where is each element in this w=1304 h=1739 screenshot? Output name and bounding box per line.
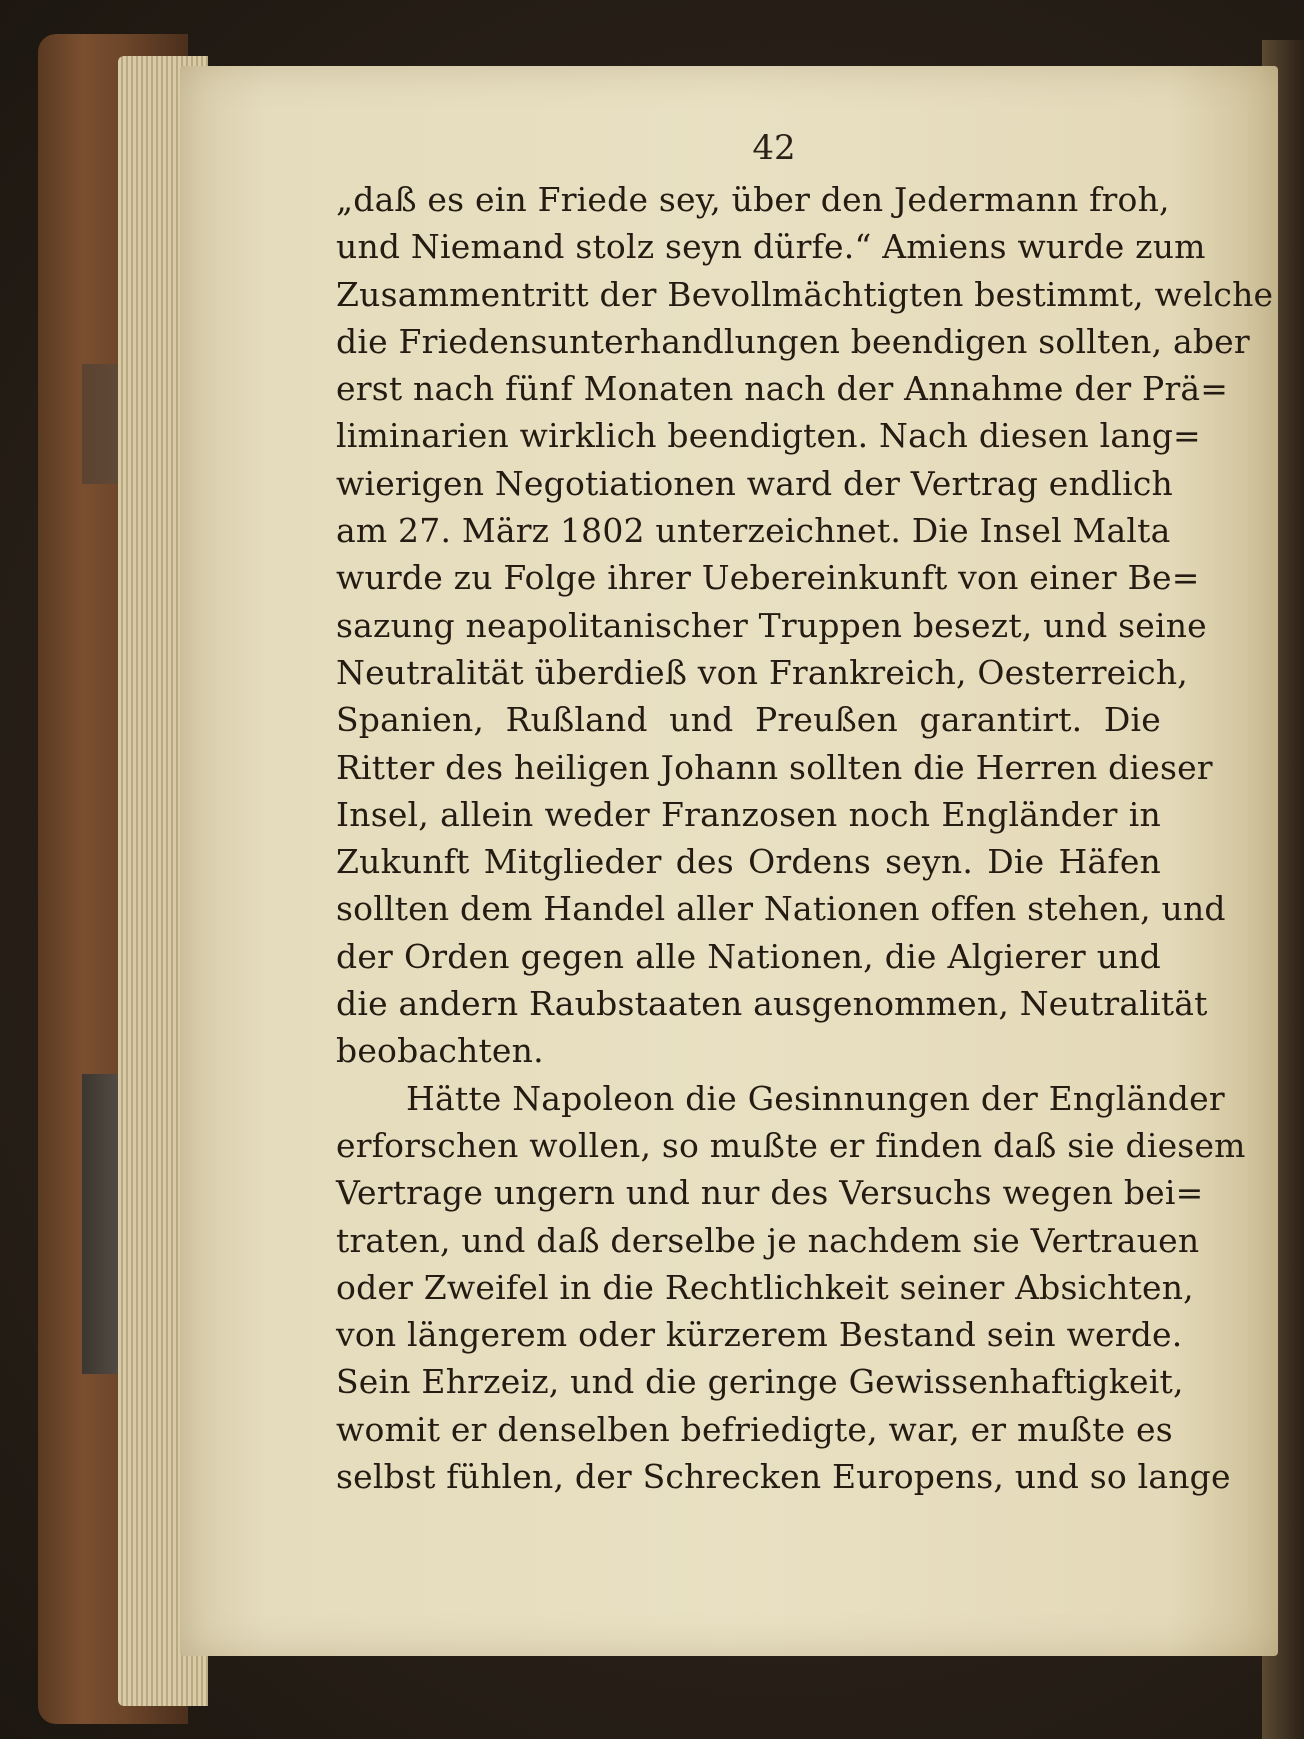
text-line: und Niemand stolz seyn dürfe.“ Amiens wurde zum [336, 227, 1206, 267]
text-line: beobachten. [336, 1031, 544, 1071]
text-line: Sein Ehrzeiz, und die geringe Gewissenhaftigkeit, [336, 1362, 1184, 1402]
text-line: Spanien, Rußland und Preußen garantirt. Die [336, 700, 1161, 740]
text-line: selbst fühlen, der Schrecken Europens, und so lange [336, 1457, 1231, 1497]
page-number: 42 [752, 128, 796, 168]
text-line: Neutralität überdieß von Frankreich, Oesterreich, [336, 652, 1188, 692]
text-line: „daß es ein Friede sey, über den Jedermann froh, [336, 180, 1170, 219]
text-line: am 27. März 1802 unterzeichnet. Die Insel Malta [336, 511, 1171, 551]
text-line: die andern Raubstaaten ausgenommen, Neutralität [336, 984, 1208, 1024]
text-line: liminarien wirklich beendigten. Nach diesen lang= [336, 416, 1201, 456]
text-line: traten, und daß derselbe je nachdem sie Vertrauen [336, 1220, 1200, 1260]
text-line: wurde zu Folge ihrer Uebereinkunft von einer Be= [336, 558, 1200, 598]
text-line: Vertrage ungern und nur des Versuchs wegen bei= [336, 1173, 1204, 1213]
paragraph-1 [336, 176, 1274, 1075]
text-line: oder Zweifel in die Rechtlichkeit seiner Absichten, [336, 1267, 1194, 1307]
text-line: Zukunft Mitglieder des Ordens seyn. Die Häfen [336, 842, 1161, 882]
text-line: von längerem oder kürzerem Bestand sein werde. [336, 1315, 1183, 1355]
paragraph-2 [336, 1075, 1246, 1501]
text-line: sazung neapolitanischer Truppen besezt, und seine [336, 605, 1207, 645]
text-line: erforschen wollen, so mußte er finden daß sie diesem [336, 1125, 1246, 1165]
text-line: Zusammentritt der Bevollmächtigten bestimmt, welche [336, 274, 1274, 314]
text-line: wierigen Negotiationen ward der Vertrag endlich [336, 463, 1173, 503]
text-line: womit er denselben befriedigte, war, er mußte es [336, 1409, 1173, 1449]
body-text [336, 176, 1274, 1500]
text-line: sollten dem Handel aller Nationen offen stehen, und [336, 889, 1226, 929]
text-line: Insel, allein weder Franzosen noch Engländer in [336, 794, 1161, 834]
text-line: erst nach fünf Monaten nach der Annahme der Prä= [336, 369, 1229, 409]
book-page [180, 66, 1278, 1656]
text-line: der Orden gegen alle Nationen, die Algierer und [336, 936, 1161, 976]
text-line: Hätte Napoleon die Gesinnungen der Engländer [406, 1078, 1225, 1118]
text-line: die Friedensunterhandlungen beendigen sollten, aber [336, 321, 1250, 361]
text-line: Ritter des heiligen Johann sollten die Herren dieser [336, 747, 1213, 787]
